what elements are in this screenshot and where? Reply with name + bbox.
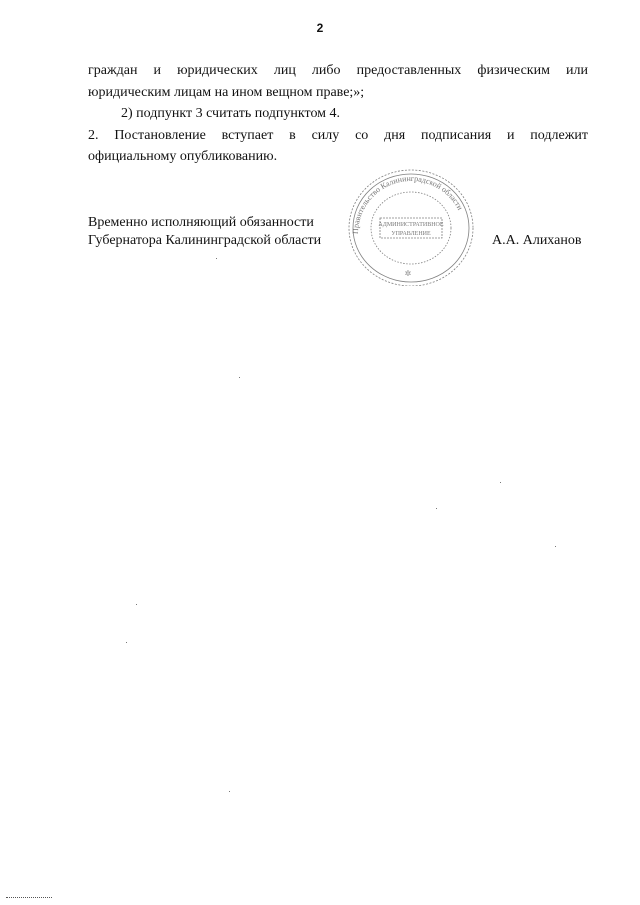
official-seal	[336, 156, 486, 286]
svg-text:АДМИНИСТРАТИВНОЕ: АДМИНИСТРАТИВНОЕ	[378, 222, 444, 228]
scan-speck	[126, 642, 127, 643]
signatory-position-line: Губернатора Калининградской области	[88, 233, 322, 248]
document-body	[88, 60, 588, 168]
scan-speck	[239, 377, 240, 378]
scan-speck	[436, 508, 437, 509]
seal-ring-text: Правительство Калининградской области	[350, 173, 465, 235]
scan-speck	[136, 604, 137, 605]
signatory-name: А.А. Алиханов	[492, 233, 582, 248]
paragraph-line: граждан и юридических лиц либо предоставленных физическим или	[88, 63, 588, 78]
paragraph-subpoint: 2) подпункт 3 считать подпунктом 4.	[121, 106, 341, 121]
paragraph-line: юридическим лицам на ином вещном праве;»;	[88, 84, 365, 100]
page-number: 2	[316, 21, 324, 35]
scan-speck	[500, 482, 501, 483]
svg-text:УПРАВЛЕНИЕ: УПРАВЛЕНИЕ	[391, 231, 431, 237]
signatory-position-line: Временно исполняющий обязанности	[88, 215, 314, 230]
signatory-position	[88, 214, 321, 250]
scan-speck	[216, 258, 217, 259]
paragraph-continuation	[88, 60, 588, 103]
scan-speck	[555, 546, 556, 547]
paragraph-line: официальному опубликованию.	[88, 149, 278, 164]
footer-mark	[6, 897, 52, 899]
paragraph-line: 2. Постановление вступает в силу со дня подписания и подлежит	[88, 127, 588, 143]
svg-text:✲: ✲	[404, 269, 412, 278]
scan-speck	[229, 791, 230, 792]
paragraph-clause-2	[88, 125, 588, 147]
